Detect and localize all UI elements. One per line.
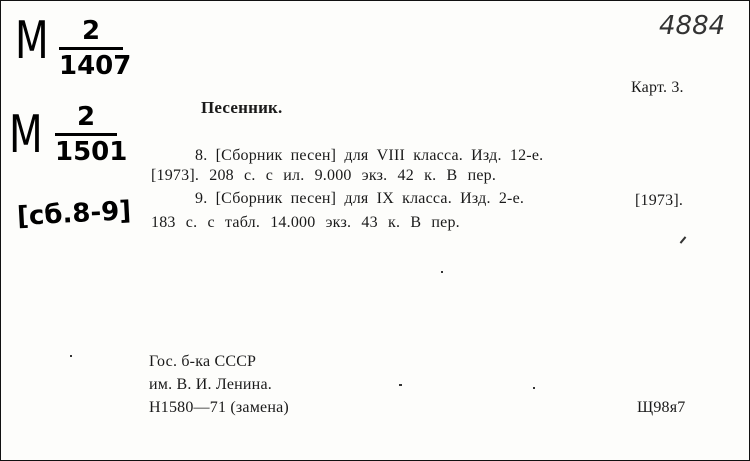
shelf-den-2: 1501 (55, 137, 128, 167)
shelf-num-1: 2 (81, 16, 101, 46)
fraction-bar-2 (55, 133, 117, 136)
shelf-den-1: 1407 (59, 51, 132, 81)
library-line-3: Н1580—71 (замена) (149, 399, 289, 416)
shelf-letter-1: M (15, 11, 49, 71)
entry-9-line-2: 183 с. с табл. 14.000 экз. 43 к. В пер. (151, 214, 460, 231)
entry-8-line-1: 8. [Сборник песен] для VIII класса. Изд. 12-е. (195, 147, 544, 164)
entry-9-line-1: 9. [Сборник песен] для IX класса. Изд. 2-е. (195, 190, 525, 207)
speck (399, 384, 402, 386)
entry-8-line-2: [1973]. 208 с. с ил. 9.000 экз. 42 к. В пер. (151, 167, 497, 184)
speck (533, 387, 535, 389)
corner-number: 4884 (659, 11, 726, 41)
library-line-1: Гос. б-ка СССР (149, 353, 257, 370)
classification-code: Щ98я7 (637, 399, 686, 416)
fraction-bar-1 (59, 47, 123, 50)
shelf-letter-2: M (9, 105, 43, 165)
stray-mark (680, 236, 687, 243)
shelf-fraction-1 (59, 16, 132, 81)
shelf-num-2: 2 (76, 102, 96, 132)
speck (70, 355, 72, 357)
shelf-fraction-2 (55, 102, 128, 167)
library-line-2: им. В. И. Ленина. (149, 376, 272, 393)
entry-9-year: [1973]. (635, 192, 684, 209)
speck (441, 271, 443, 273)
card-label: Карт. 3. (631, 79, 684, 96)
card-title: Песенник. (201, 98, 283, 117)
bracket-note: [сб.8-9] (16, 196, 132, 232)
